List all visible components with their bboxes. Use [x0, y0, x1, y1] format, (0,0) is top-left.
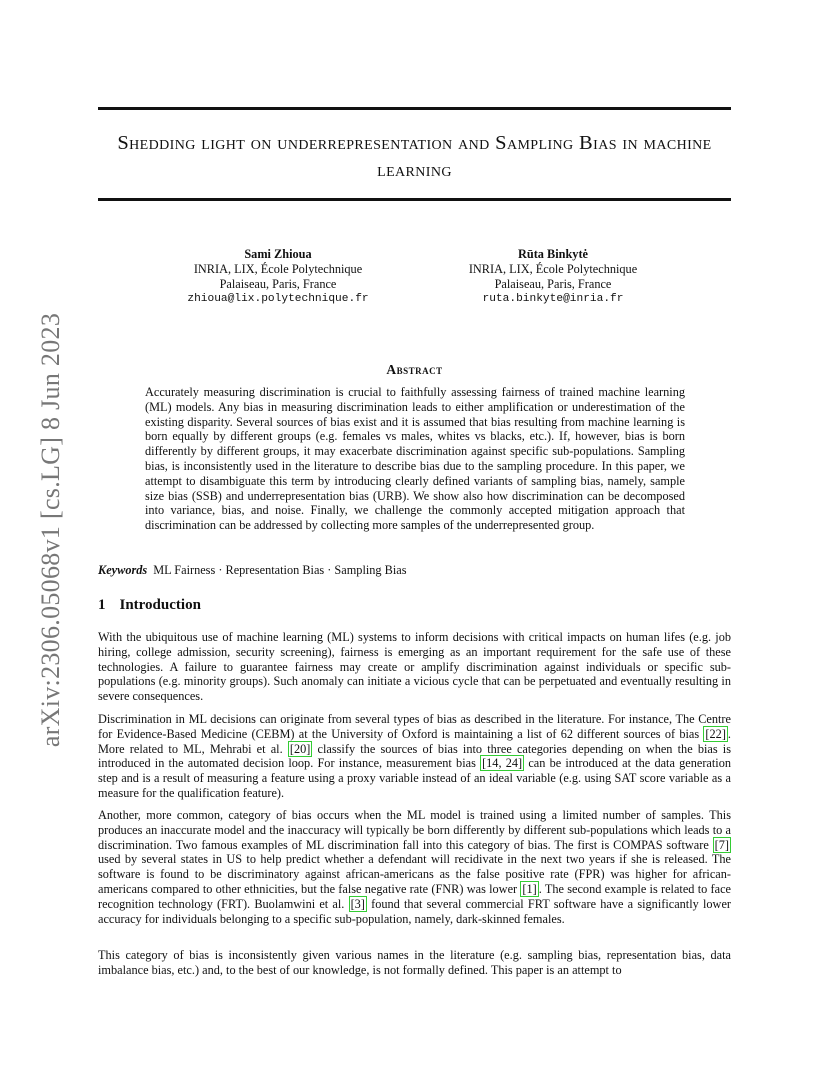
section-heading-introduction — [98, 597, 201, 614]
citation-link[interactable]: [22] — [705, 726, 726, 741]
section-title: Introduction — [119, 597, 201, 613]
abstract-heading: Abstract — [386, 362, 443, 377]
title-rule-bottom — [98, 198, 731, 201]
keywords-text: ML Fairness · Representation Bias · Sampling Bias — [153, 563, 407, 577]
paper-title: Shedding light on underrepresentation and Sampling Bias in machine learning — [117, 132, 712, 181]
keywords-label: Keywords — [98, 563, 148, 577]
arxiv-identifier — [35, 295, 67, 765]
intro-paragraph-4 — [98, 948, 731, 978]
arxiv-identifier-text: arXiv:2306.05068v1 [cs.LG] 8 Jun 2023 — [36, 312, 65, 748]
author-1 — [168, 247, 388, 307]
paragraph-text: . More related to ML, Mehrabi et al. — [98, 726, 731, 756]
title-rule-top — [98, 107, 731, 110]
citation-link[interactable]: [7] — [714, 837, 729, 852]
abstract-text: Accurately measuring discrimination is crucial to faithfully assessing fairness of trained machine learning (ML) models. Any bias in measuring discrimination leads to either amplification or underestimation of the existing disparity. Several sources of bias exist and it is assumed that bias resulting from machine learning is born equally by different groups (e.g. females vs males, whites vs blacks, etc.). If, however, bias is born differently by different groups, it may exacerbate discrimination against specific sub-populations. Sampling bias, is inconsistently used in the literature to describe bias due to the sampling procedure. In this paper, we attempt to disambiguate this term by introducing clearly defined variants of sampling bias, namely, sample size bias (SSB) and underrepresentation bias (URB). We show also how discrimination can be decomposed into variance, bias, and noise. Finally, we challenge the commonly accepted mitigation approach that discrimination can be addressed by collecting more samples of the underrepresented group. — [145, 385, 685, 533]
paragraph-text: Discrimination in ML decisions can originate from several types of bias as described in the literature. For instance, The Centre for Evidence-Based Medicine (CEBM) at the University of Oxford is maintaining a list of 62 different sources of bias — [98, 712, 731, 741]
paragraph-text: classify the sources of bias into three categories depending on when the bias is introduced in the automated decision loop. For instance, measurement bias — [98, 741, 732, 771]
paragraph-text: This category of bias is inconsistently given various names in the literature (e.g. sampling bias, representation bias, data imbalance bias, etc.) and, to the best of our knowledge, is not formally defined. This paper is an attempt to — [98, 948, 731, 977]
paragraph-text: can be introduced at the data generation step and is a result of measuring a feature using a proxy variable instead of an ideal variable (e.g. using SAT score variable as a measure for the qualification feature). — [98, 756, 732, 800]
citation-link[interactable]: [20] — [289, 741, 311, 756]
intro-paragraph-3 — [98, 808, 731, 926]
paragraph-text: . The second example is related to face recognition technology (FRT). Buolamwini et al. — [98, 881, 731, 911]
citation-link[interactable]: [3] — [350, 896, 365, 911]
author-1-email: zhioua@lix.polytechnique.fr — [187, 293, 369, 305]
author-1-name: Sami Zhioua — [244, 247, 312, 261]
author-2-affiliation: INRIA, LIX, École Polytechnique — [468, 262, 638, 276]
author-2 — [443, 247, 663, 307]
author-2-name: Rūta Binkytė — [517, 247, 589, 261]
author-1-affiliation: INRIA, LIX, École Polytechnique — [193, 262, 363, 276]
paragraph-text: Another, more common, category of bias occurs when the ML model is trained using a limited number of samples. This produces an inaccurate model and the inaccuracy will typically be born differently by different sub-populations which leads to a discrimination. Two famous examples of ML discrimination fall into this category of bias. The first is COMPAS software — [98, 808, 731, 852]
intro-paragraph-1 — [98, 630, 731, 704]
paragraph-text: With the ubiquitous use of machine learning (ML) systems to inform decisions with critical impacts on human lifes (e.g. job hiring, college admission, security screening), fairness is emerging as an important requirement for the safe use of these technologies. A failure to guarantee fairness may create or amplify discrimination against individuals or specific sub-populations (e.g. minority groups). Such anomaly can initiate a vicious cycle that can be perpetuated and eventually resulting in severe consequences. — [98, 630, 731, 704]
author-2-location: Palaiseau, Paris, France — [494, 277, 612, 291]
author-block — [98, 247, 731, 317]
section-number: 1 — [98, 597, 106, 613]
author-1-location: Palaiseau, Paris, France — [219, 277, 337, 291]
keywords-line — [98, 563, 731, 578]
citation-link[interactable]: [14, 24] — [482, 756, 523, 771]
author-2-email: ruta.binkyte@inria.fr — [482, 293, 624, 305]
intro-paragraph-2 — [98, 712, 731, 801]
paragraph-text: used by several states in US to help predict whether a defendant will recidivate in the next two years if she is released. The software is found to be discriminatory against african-americans as the false positive rate (FPR) was higher for african-americans compared to other ethnicities, but the false negative rate (FNR) was lower — [98, 852, 731, 896]
citation-link[interactable]: [1] — [522, 881, 537, 896]
paragraph-text: found that several commercial FRT software have a significantly lower accuracy for individuals belonging to a specific sub-population, namely, dark-skinned females. — [98, 896, 731, 926]
